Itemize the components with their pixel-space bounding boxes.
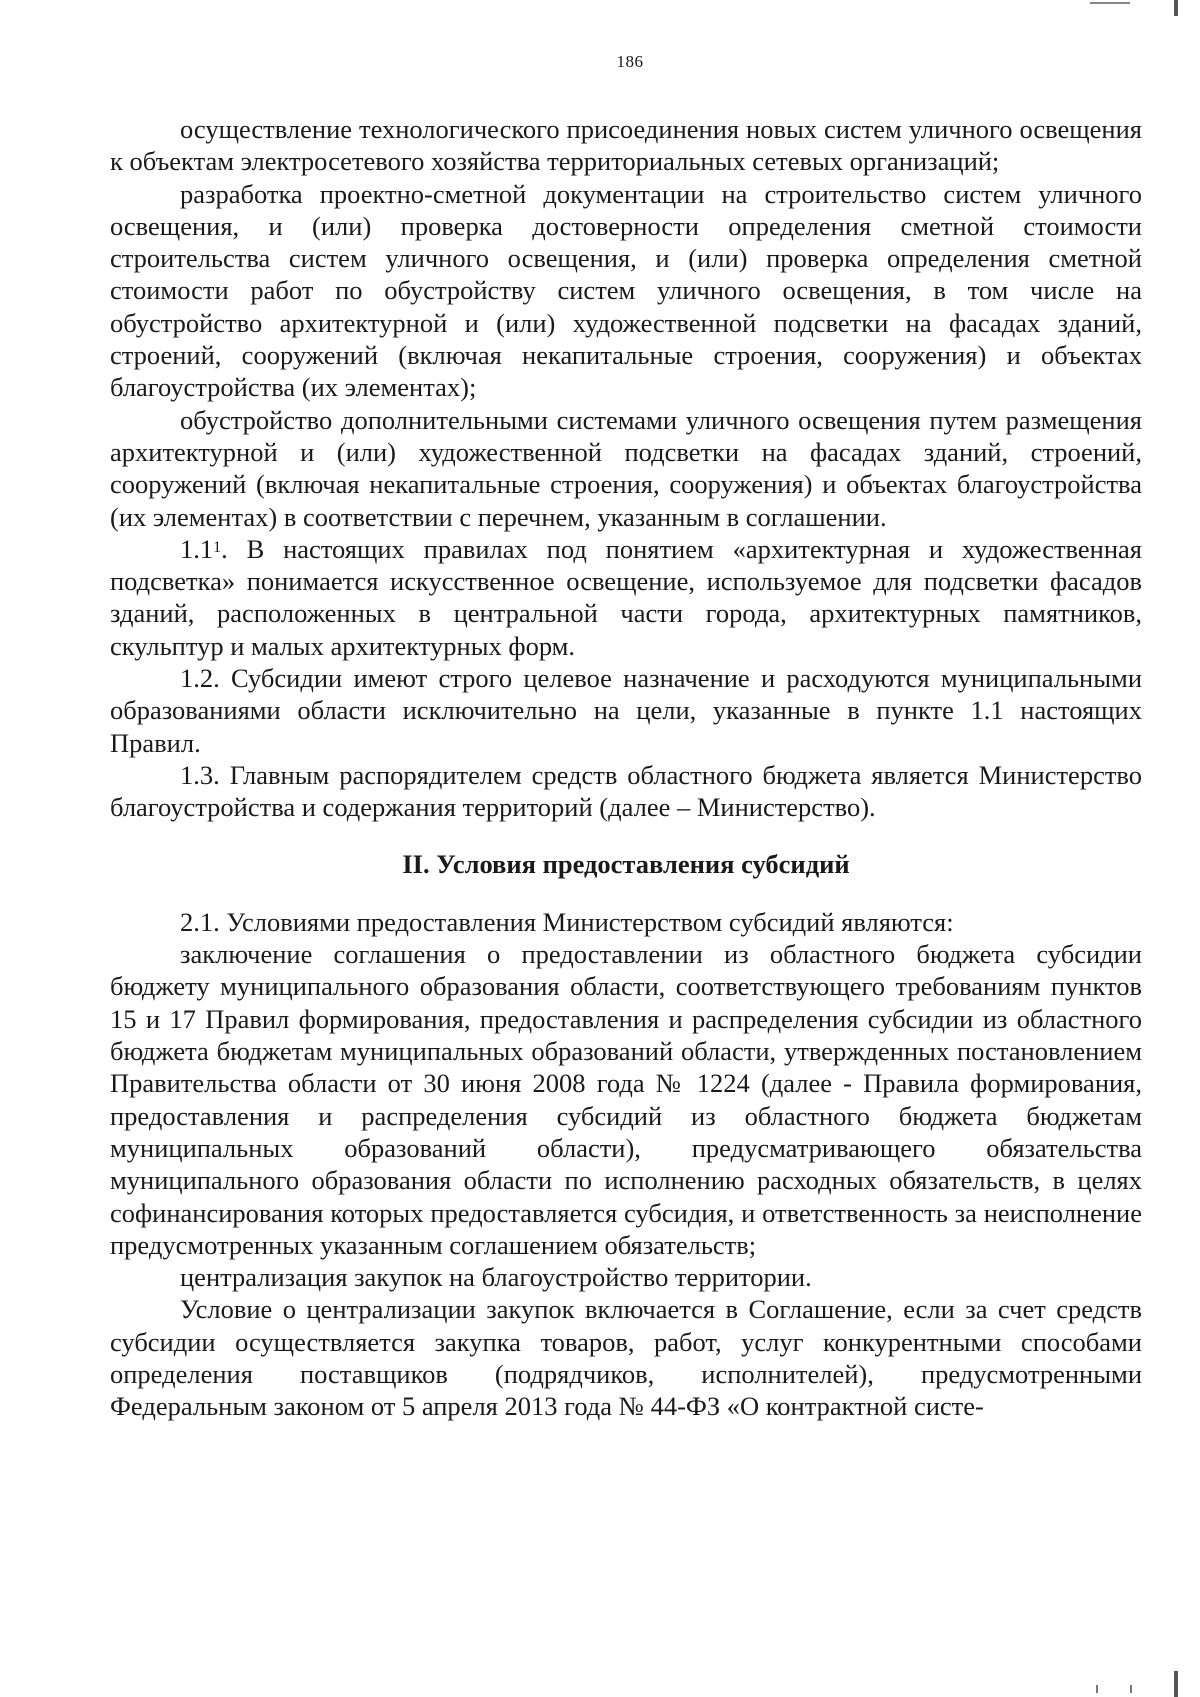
clause-1-2: 1.2. Субсидии имеют строго целевое назначение и расходуются муниципальными образованиями области исключительно на цели, указанные в пункте 1.1 настоящих Правил.: [110, 663, 1142, 758]
document-body: [110, 113, 1142, 1423]
scan-artifact-bottom-mark: [1096, 1685, 1132, 1693]
clause-1-1-1-number: 1.1: [180, 533, 214, 564]
scan-artifact-top-edge: [1174, 0, 1178, 16]
paragraph-procurement-centralization: централизация закупок на благоустройство территории.: [180, 1262, 812, 1293]
scan-artifact-bottom-edge: [1174, 1671, 1178, 1697]
clause-1-1-1: [110, 533, 1142, 662]
scan-artifact-top-mark: [1090, 2, 1130, 4]
page-number: 186: [616, 52, 644, 71]
paragraph-street-lighting-connection: осуществление технологического присоединения новых систем уличного освещения к объектам электросетевого хозяйства территориальных сетевых организаций;: [110, 114, 1142, 177]
clause-1-1-1-text: . В настоящих правилах под понятием «архитектурная и художественная подсветка» понимается искусственное освещение, используемое для подсветки фасадов зданий, расположенных в центральной части города, архитектурных памятников, скульптур и малых архитектурных форм.: [110, 533, 1142, 661]
clause-2-1: 2.1. Условиями предоставления Министерством субсидий являются:: [180, 906, 954, 937]
paragraph-agreement-conclusion: заключение соглашения о предоставлении из областного бюджета субсидии бюджету муниципального образования области, соответствующего требованиям пунктов 15 и 17 Правил формирования, предоставления и распределения субсидии из областного бюджета бюджетам муниципальных образований области, утвержденных постановлением Правительства области от 30 июня 2008 года № 1224 (далее - Правила формирования, предоставления и распределения субсидий из областного бюджета бюджетам муниципальных образований области), предусматривающего обязательства муниципального образования области по исполнению расходных обязательств, в целях софинансирования которых предоставляется субсидия, и ответственность за неисполнение предусмотренных указанным соглашением обязательств;: [110, 939, 1142, 1260]
clause-1-3: 1.3. Главным распорядителем средств областного бюджета является Министерство благоустройства и содержания территорий (далее – Министерство).: [110, 759, 1142, 823]
paragraph-design-estimate-documentation: разработка проектно-сметной документации на строительство систем уличного освещения, и (или) проверка достоверности определения сметной стоимости строительства систем уличного освещения, и (или) проверка определения сметной стоимости работ по обустройству систем уличного освещения, в том числе на обустройство архитектурной и (или) художественной подсветки на фасадах зданий, строений, сооружений (включая некапитальные строения, сооружения) и объектах благоустройства (их элементах);: [110, 178, 1142, 403]
paragraph-additional-lighting-systems: обустройство дополнительными системами уличного освещения путем размещения архитектурной и (или) художественной подсветки на фасадах зданий, строений, сооружений (включая некапитальные строения, сооружения) и объектах благоустройства (их элементах) в соответствии с перечнем, указанным в соглашении.: [110, 404, 1142, 532]
section-heading: II. Условия предоставления субсидий: [402, 848, 850, 879]
paragraph-centralization-condition: Условие о централизации закупок включается в Соглашение, если за счет средств субсидии осуществляется закупка товаров, работ, услуг конкурентными способами определения поставщиков (подрядчиков, исполнителей), предусмотренными Федеральным законом от 5 апреля 2013 года № 44-ФЗ «О контрактной систе-: [110, 1294, 1142, 1422]
clause-1-1-1-superscript: 1: [213, 539, 222, 557]
